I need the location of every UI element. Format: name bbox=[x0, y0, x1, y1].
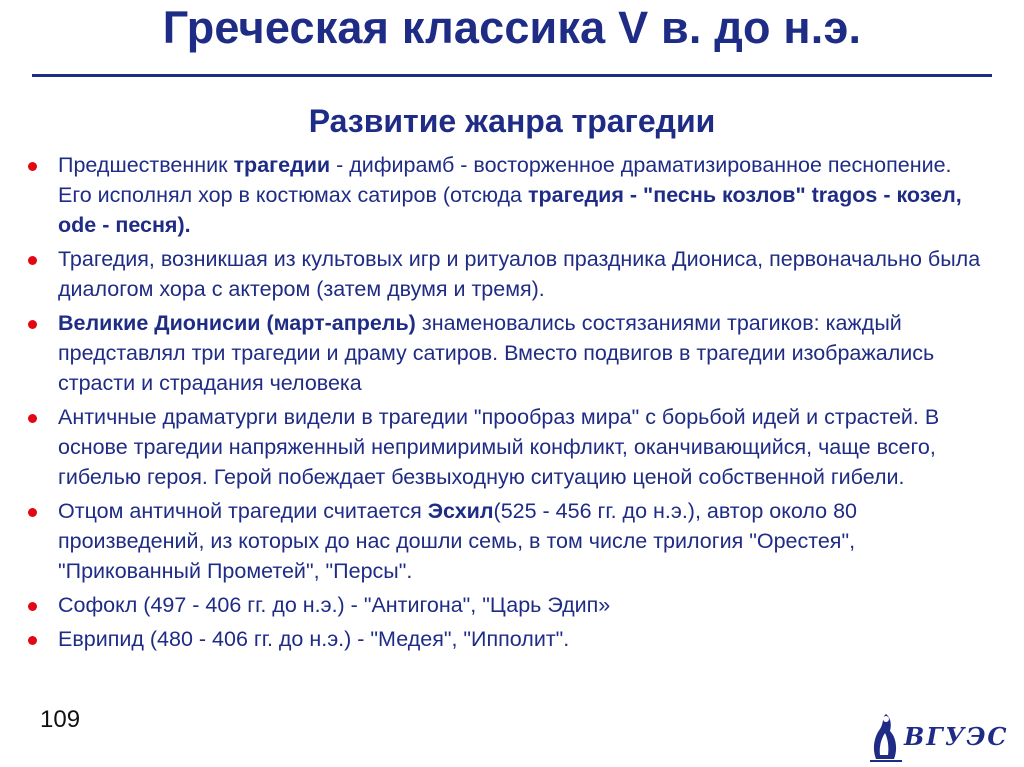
bullet-dot-icon bbox=[28, 508, 37, 517]
bullet-item bbox=[25, 150, 985, 240]
bullet-text: Софокл (497 - 406 гг. до н.э.) - "Антигона", "Царь Эдип» bbox=[58, 593, 611, 617]
bullet-text: Предшественник bbox=[58, 153, 234, 177]
bullet-item bbox=[25, 624, 985, 654]
title-divider bbox=[32, 74, 992, 77]
bullet-text-bold: Эсхил bbox=[427, 499, 494, 523]
bullet-item bbox=[25, 590, 985, 620]
bullet-dot-icon bbox=[28, 162, 37, 171]
bullet-text-bold: Великие Дионисии (март-апрель) bbox=[58, 311, 416, 335]
bullet-text-bold: трагедии bbox=[233, 153, 331, 177]
bullet-text: Отцом античной трагедии считается bbox=[58, 499, 428, 523]
slide-subtitle: Развитие жанра трагедии bbox=[308, 103, 716, 139]
bullet-text: знаменовались состязаниями трагиков: каждый представлял три трагедии и драму сатиров. Вместо подвигов в трагедии изображались страсти и страдания человека bbox=[58, 311, 935, 395]
bullet-item bbox=[25, 402, 985, 492]
bullet-item bbox=[25, 308, 985, 398]
bullet-text: Еврипид (480 - 406 гг. до н.э.) - "Медея", "Ипполит". bbox=[58, 627, 570, 651]
bullet-dot-icon bbox=[28, 636, 37, 645]
logo-text: ВГУЭС bbox=[904, 722, 1009, 751]
bullet-text: (525 - 456 гг. до н.э.), автор около 80 произведений, из которых до нас дошли семь, в том числе трилогия "Орестея", "Прикованный Прометей", "Персы". bbox=[58, 499, 858, 583]
bullet-item bbox=[25, 496, 985, 586]
bullet-text: Античные драматурги видели в трагедии "прообраз мира" с борьбой идей и страстей. В основе трагедии напряженный непримиримый конфликт, оканчивающийся, чаще всего, гибелью героя. Герой побеждает безвыходную ситуацию ценой собственной гибели. bbox=[58, 405, 940, 489]
bullet-text: Трагедия, возникшая из культовых игр и ритуалов праздника Диониса, первоначально была диалогом хора с актером (затем двумя и тремя). bbox=[58, 247, 981, 301]
bullet-text: - дифирамб - восторженное драматизированное песнопение. Его исполнял хор в костюмах сатиров (отсюда bbox=[58, 153, 952, 207]
bullet-dot-icon bbox=[28, 414, 37, 423]
slide-title: Греческая классика V в. до н.э. bbox=[162, 2, 862, 53]
page-number: 109 bbox=[40, 706, 81, 733]
bullet-dot-icon bbox=[28, 256, 37, 265]
bullet-text-bold: трагедия - "песнь козлов" tragos - козел, ode - песня). bbox=[58, 183, 962, 237]
bullet-item bbox=[25, 244, 985, 304]
bullet-dot-icon bbox=[28, 602, 37, 611]
bullet-list bbox=[25, 150, 985, 658]
bullet-dot-icon bbox=[28, 320, 37, 329]
